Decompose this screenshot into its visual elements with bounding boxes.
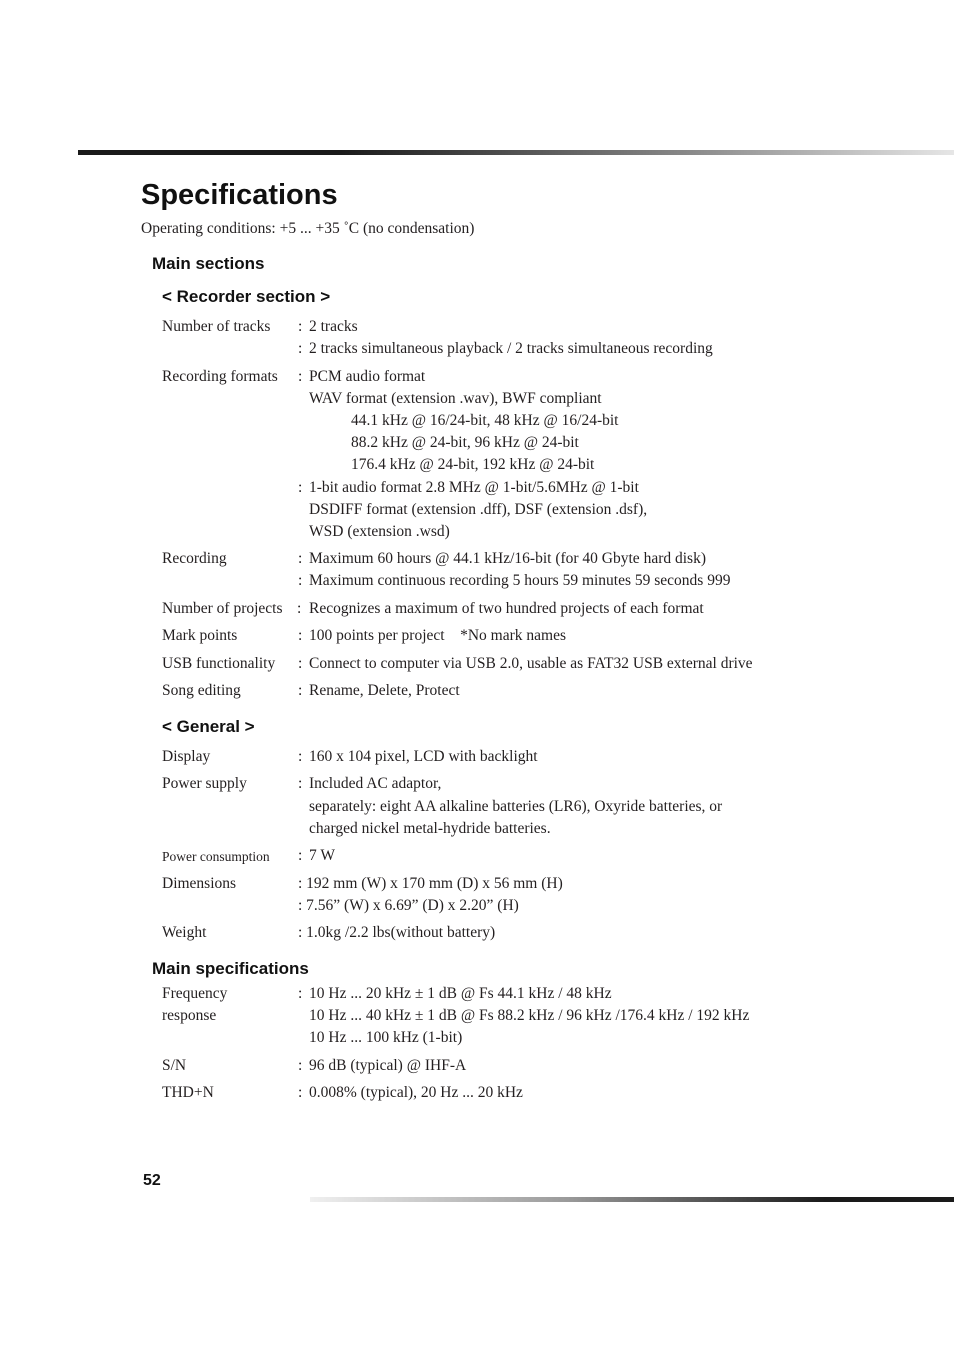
recorder-section-heading: < Recorder section > bbox=[162, 287, 331, 306]
spec-label-sn: S/N bbox=[162, 1057, 187, 1074]
spec-colon: : bbox=[298, 1057, 303, 1074]
spec-value-tracks: 2 tracks bbox=[309, 318, 358, 335]
spec-colon: : bbox=[298, 1084, 303, 1101]
spec-colon: : bbox=[298, 847, 303, 864]
spec-value-dimensions-mm: : 192 mm (W) x 170 mm (D) x 56 mm (H) bbox=[298, 875, 563, 892]
general-section-heading: < General > bbox=[162, 717, 255, 736]
bottom-rule bbox=[310, 1197, 954, 1202]
spec-value-frequency-88k: 10 Hz ... 40 kHz ± 1 dB @ Fs 88.2 kHz / 96 kHz /176.4 kHz / 192 kHz bbox=[309, 1007, 750, 1024]
spec-value-dimensions-in: : 7.56” (W) x 6.69” (D) x 2.20” (H) bbox=[298, 897, 519, 914]
spec-label-power: Power supply bbox=[162, 775, 247, 792]
spec-label-song: Song editing bbox=[162, 682, 241, 699]
spec-label-consumption: Power consumption bbox=[162, 849, 270, 864]
spec-colon: : bbox=[297, 600, 302, 617]
main-specifications-heading: Main specifications bbox=[152, 959, 309, 978]
spec-value-consumption: 7 W bbox=[309, 847, 335, 864]
spec-value-wav: WAV format (extension .wav), BWF compliant bbox=[309, 390, 602, 407]
spec-value-frequency-44k: 10 Hz ... 20 kHz ± 1 dB @ Fs 44.1 kHz / 48 kHz bbox=[309, 985, 612, 1002]
spec-value-onebit: 1-bit audio format 2.8 MHz @ 1-bit/5.6MHz @ 1-bit bbox=[309, 479, 639, 496]
spec-value-power-nimh: charged nickel metal-hydride batteries. bbox=[309, 820, 551, 837]
spec-label-projects: Number of projects bbox=[162, 600, 283, 617]
spec-colon: : bbox=[298, 368, 303, 385]
spec-value-marks: 100 points per project *No mark names bbox=[309, 627, 566, 644]
spec-value-rate: 44.1 kHz @ 16/24-bit, 48 kHz @ 16/24-bit bbox=[351, 412, 619, 429]
spec-value-song: Rename, Delete, Protect bbox=[309, 682, 460, 699]
top-rule bbox=[78, 150, 954, 155]
spec-colon: : bbox=[298, 318, 303, 335]
spec-colon: : bbox=[298, 748, 303, 765]
spec-colon: : bbox=[298, 775, 303, 792]
spec-value-frequency-1bit: 10 Hz ... 100 kHz (1-bit) bbox=[309, 1029, 463, 1046]
spec-value-recording-continuous: Maximum continuous recording 5 hours 59 minutes 59 seconds 999 bbox=[309, 572, 731, 589]
main-sections-heading: Main sections bbox=[152, 254, 265, 273]
spec-colon: : bbox=[298, 572, 303, 589]
spec-colon: : bbox=[298, 655, 303, 672]
spec-label-dimensions: Dimensions bbox=[162, 875, 237, 892]
spec-value-thd: 0.008% (typical), 20 Hz ... 20 kHz bbox=[309, 1084, 523, 1101]
spec-value-wsd: WSD (extension .wsd) bbox=[309, 523, 450, 540]
spec-colon: : bbox=[298, 985, 303, 1002]
spec-value-rate: 88.2 kHz @ 24-bit, 96 kHz @ 24-bit bbox=[351, 434, 579, 451]
spec-value-display: 160 x 104 pixel, LCD with backlight bbox=[309, 748, 538, 765]
page-title: Specifications bbox=[141, 179, 338, 211]
spec-colon: : bbox=[298, 682, 303, 699]
spec-label-tracks: Number of tracks bbox=[162, 318, 271, 335]
spec-value-power: Included AC adaptor, bbox=[309, 775, 442, 792]
spec-value-pcm: PCM audio format bbox=[309, 368, 426, 385]
spec-label-thd: THD+N bbox=[162, 1084, 214, 1101]
spec-value-projects: Recognizes a maximum of two hundred projects of each format bbox=[309, 600, 704, 617]
spec-label-weight: Weight bbox=[162, 924, 207, 941]
operating-conditions: Operating conditions: +5 ... +35 ˚C (no condensation) bbox=[141, 220, 475, 237]
spec-colon: : bbox=[298, 340, 303, 357]
spec-label-frequency: Frequency bbox=[162, 985, 228, 1002]
spec-colon: : bbox=[298, 550, 303, 567]
spec-value-tracks-simultaneous: 2 tracks simultaneous playback / 2 tracks simultaneous recording bbox=[309, 340, 713, 357]
spec-label-recording: Recording bbox=[162, 550, 227, 567]
spec-colon: : bbox=[298, 479, 303, 496]
page-number: 52 bbox=[143, 1172, 161, 1189]
spec-label-formats: Recording formats bbox=[162, 368, 278, 385]
spec-value-weight: : 1.0kg /2.2 lbs(without battery) bbox=[298, 924, 496, 941]
spec-label-display: Display bbox=[162, 748, 211, 765]
spec-label-usb: USB functionality bbox=[162, 655, 276, 672]
spec-value-rate: 176.4 kHz @ 24-bit, 192 kHz @ 24-bit bbox=[351, 456, 595, 473]
spec-value-dsdiff: DSDIFF format (extension .dff), DSF (extension .dsf), bbox=[309, 501, 648, 518]
spec-value-usb: Connect to computer via USB 2.0, usable as FAT32 USB external drive bbox=[309, 655, 753, 672]
spec-value-recording-max: Maximum 60 hours @ 44.1 kHz/16-bit (for 40 Gbyte hard disk) bbox=[309, 550, 706, 567]
spec-value-power-batteries: separately: eight AA alkaline batteries (LR6), Oxyride batteries, or bbox=[309, 798, 723, 815]
spec-label-response: response bbox=[162, 1007, 217, 1024]
spec-value-sn: 96 dB (typical) @ IHF-A bbox=[309, 1057, 467, 1074]
spec-label-marks: Mark points bbox=[162, 627, 238, 644]
spec-colon: : bbox=[298, 627, 303, 644]
